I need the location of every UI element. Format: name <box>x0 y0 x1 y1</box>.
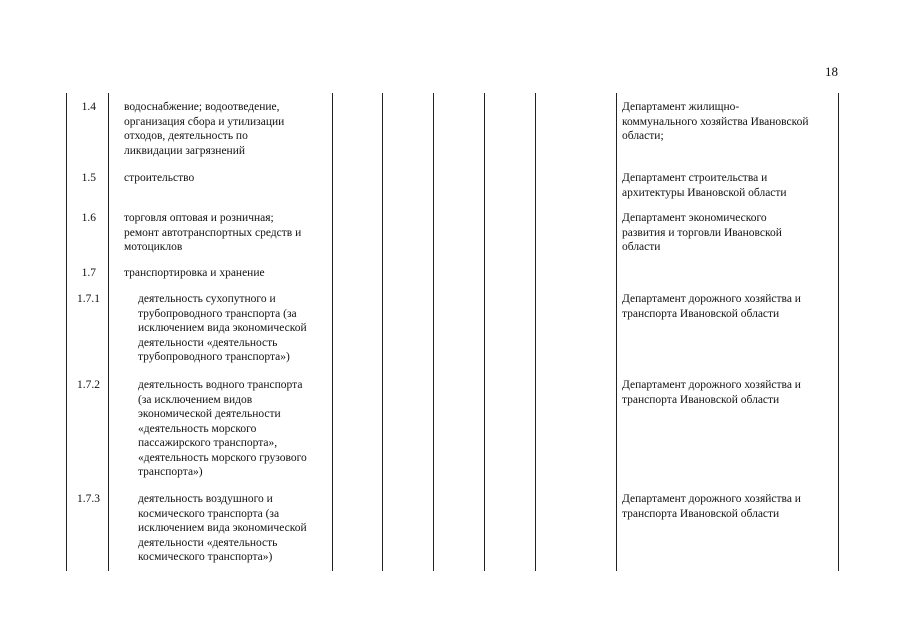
row-number: 1.7.2 <box>77 379 100 391</box>
activity-cell: водоснабжение; водоотведение, организация сбора и утилизации отходов, деятельность по ликвидации загрязнений <box>124 101 285 157</box>
column-divider <box>616 93 617 571</box>
activity-cell: строительство <box>124 172 195 184</box>
table-border-right <box>838 93 839 571</box>
row-number: 1.5 <box>81 172 96 184</box>
column-divider <box>484 93 485 571</box>
table-border-left <box>66 93 67 571</box>
department-cell: Департамент жилищно- коммунального хозяйства Ивановской области; <box>622 101 809 142</box>
department-cell: Департамент экономического развития и торговли Ивановской области <box>622 212 782 253</box>
column-divider <box>433 93 434 571</box>
department-cell: Департамент дорожного хозяйства и транспорта Ивановской области <box>622 379 801 406</box>
column-divider <box>108 93 109 571</box>
row-number: 1.6 <box>81 212 96 224</box>
department-cell: Департамент дорожного хозяйства и транспорта Ивановской области <box>622 493 801 520</box>
department-cell: Департамент строительства и архитектуры Ивановской области <box>622 172 787 199</box>
page-number: 18 <box>825 64 838 79</box>
activity-cell: транспортировка и хранение <box>124 267 265 279</box>
activity-cell: деятельность сухопутного и трубопроводного транспорта (за исключением вида экономической деятельности «деятельность трубопроводного транспорта») <box>138 293 307 363</box>
activity-cell: деятельность водного транспорта (за исключением видов экономической деятельности «деятельность морского пассажирского транспорта», «деятельность морского грузового транспорта») <box>138 379 307 478</box>
row-number: 1.7.1 <box>77 293 100 305</box>
activity-cell: торговля оптовая и розничная; ремонт автотранспортных средств и мотоциклов <box>124 212 302 253</box>
activity-cell: деятельность воздушного и космического транспорта (за исключением вида экономической деятельности «деятельность космического транспорта») <box>138 493 307 563</box>
column-divider <box>332 93 333 571</box>
department-cell: Департамент дорожного хозяйства и транспорта Ивановской области <box>622 293 801 320</box>
row-number: 1.4 <box>81 101 96 113</box>
row-number: 1.7 <box>81 267 96 279</box>
column-divider <box>535 93 536 571</box>
row-number: 1.7.3 <box>77 493 100 505</box>
column-divider <box>382 93 383 571</box>
